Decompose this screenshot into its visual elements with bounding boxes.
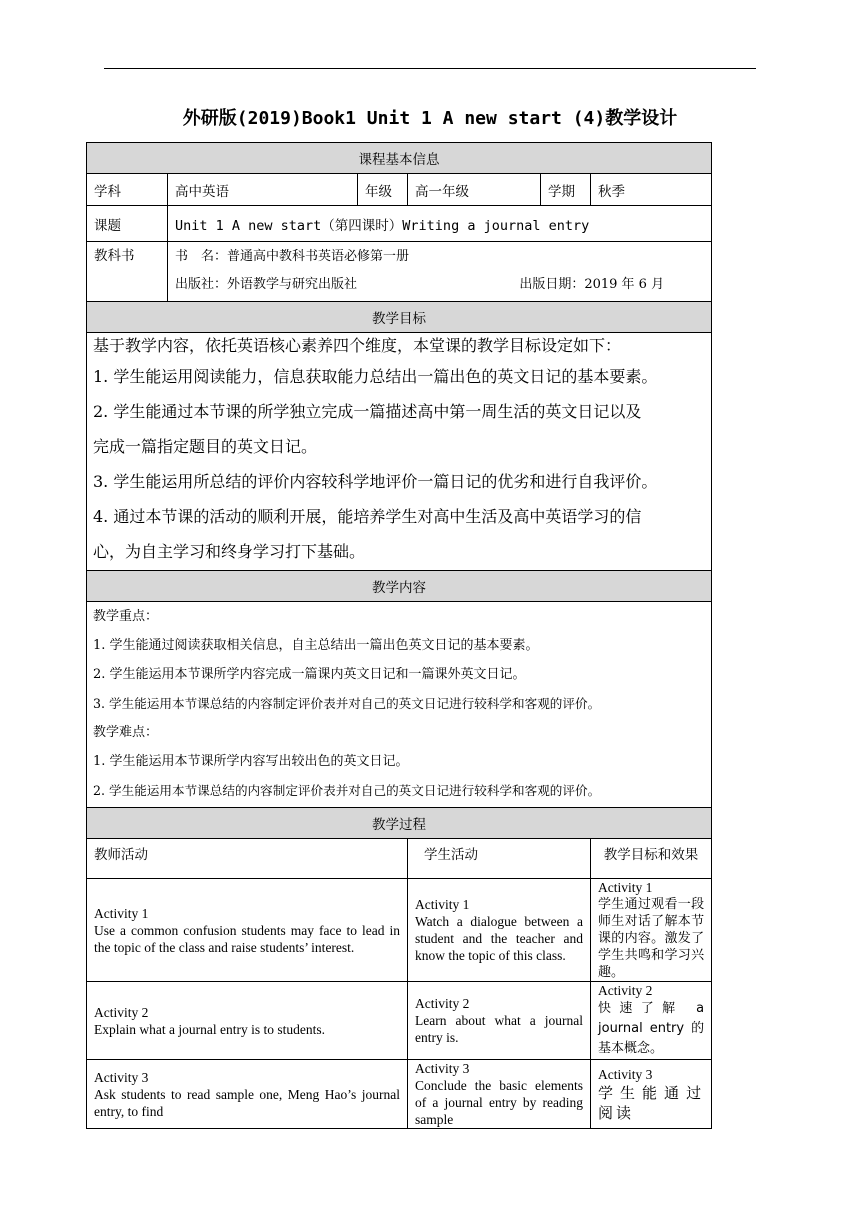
content-line: 1. 学生能运用本节课所学内容写出较出色的英文日记。 bbox=[93, 754, 409, 769]
content-line: 2. 学生能运用本节课总结的内容制定评价表并对自己的英文日记进行较科学和客观的评价。 bbox=[93, 783, 601, 798]
student-activity-cell bbox=[408, 879, 591, 982]
activity-title: Activity 2 bbox=[415, 996, 470, 1011]
objective-line: 4. 通过本节课的活动的顺利开展，能培养学生对高中生活及高中英语学习的信 bbox=[93, 507, 642, 526]
objective-line: 3. 学生能运用所总结的评价内容较科学地评价一篇日记的优劣和进行自我评价。 bbox=[93, 472, 658, 491]
topic-value: Unit 1 A new start（第四课时）Writing a journal entry bbox=[168, 206, 712, 242]
subject-value: 高中英语 bbox=[168, 174, 358, 206]
activity-title: Activity 2 bbox=[598, 983, 653, 998]
lesson-plan-table bbox=[86, 142, 712, 1129]
teacher-activity-cell bbox=[87, 982, 408, 1060]
teacher-activity-cell bbox=[87, 879, 408, 982]
book-name: 书 名：普通高中教科书英语必修第一册 bbox=[175, 249, 410, 264]
col-teacher-activity: 教师活动 bbox=[87, 839, 408, 879]
content-header: 教学内容 bbox=[87, 571, 712, 602]
objectives-body bbox=[87, 333, 712, 571]
activity-text: 快速了解 a journal entry 的基本概念。 bbox=[598, 1001, 705, 1056]
activity-text: Ask students to read sample one, Meng Hao’s journal entry, to find bbox=[94, 1086, 400, 1119]
goal-cell bbox=[591, 879, 712, 982]
activity-title: Activity 3 bbox=[415, 1061, 470, 1076]
textbook-label: 教科书 bbox=[87, 242, 168, 302]
document-title: 外研版(2019)Book1 Unit 1 A new start (4)教学设计 bbox=[182, 108, 678, 129]
objectives-header: 教学目标 bbox=[87, 302, 712, 333]
activity-title: Activity 2 bbox=[94, 1004, 149, 1020]
objective-line: 完成一篇指定题目的英文日记。 bbox=[93, 437, 318, 456]
process-header: 教学过程 bbox=[87, 808, 712, 839]
textbook-info bbox=[168, 242, 712, 302]
activity-text: Learn about what a journal entry is. bbox=[415, 1013, 583, 1045]
term-label: 学期 bbox=[541, 174, 591, 206]
activity-title: Activity 1 bbox=[598, 880, 653, 895]
content-line: 3. 学生能运用本节课总结的内容制定评价表并对自己的英文日记进行较科学和客观的评价。 bbox=[93, 696, 601, 711]
basic-info-header: 课程基本信息 bbox=[87, 143, 712, 174]
grade-label: 年级 bbox=[358, 174, 408, 206]
goal-cell bbox=[591, 1060, 712, 1129]
publisher-line bbox=[175, 270, 704, 299]
publisher: 出版社：外语教学与研究出版社 bbox=[175, 277, 358, 292]
content-line: 教学重点： bbox=[93, 609, 159, 624]
activity-text: 学生通过观看一段师生对话了解本节课的内容。激发了学生共鸣和学习兴趣。 bbox=[598, 897, 705, 980]
col-student-activity: 学生活动 bbox=[408, 839, 591, 879]
activity-title: Activity 1 bbox=[94, 905, 149, 921]
goal-cell bbox=[591, 982, 712, 1060]
objective-line: 2. 学生能通过本节课的所学独立完成一篇描述高中第一周生活的英文日记以及 bbox=[93, 402, 642, 421]
topic-label: 课题 bbox=[87, 206, 168, 242]
content-line: 2. 学生能运用本节课所学内容完成一篇课内英文日记和一篇课外英文日记。 bbox=[93, 667, 526, 682]
activity-title: Activity 3 bbox=[94, 1069, 149, 1085]
objective-line: 基于教学内容，依托英语核心素养四个维度，本堂课的教学目标设定如下： bbox=[93, 336, 622, 355]
term-value: 秋季 bbox=[591, 174, 712, 206]
header-rule bbox=[104, 68, 756, 69]
student-activity-cell bbox=[408, 982, 591, 1060]
teacher-activity-cell bbox=[87, 1060, 408, 1129]
col-goal-effect: 教学目标和效果 bbox=[591, 839, 712, 879]
activity-text: Explain what a journal entry is to students. bbox=[94, 1021, 325, 1037]
content-line: 1. 学生能通过阅读获取相关信息，自主总结出一篇出色英文日记的基本要素。 bbox=[93, 638, 539, 653]
student-activity-cell bbox=[408, 1060, 591, 1129]
grade-value: 高一年级 bbox=[408, 174, 541, 206]
objective-line: 1. 学生能运用阅读能力，信息获取能力总结出一篇出色的英文日记的基本要素。 bbox=[93, 367, 658, 386]
content-line: 教学难点： bbox=[93, 725, 159, 740]
activity-title: Activity 3 bbox=[598, 1066, 653, 1082]
content-body bbox=[87, 602, 712, 808]
activity-text: Use a common confusion students may face to lead in the topic of the class and raise students’ interest. bbox=[94, 922, 400, 955]
activity-text: Conclude the basic elements of a journal entry by reading sample bbox=[415, 1078, 583, 1127]
activity-text: 学生能通过阅读 bbox=[598, 1083, 705, 1122]
subject-label: 学科 bbox=[87, 174, 168, 206]
activity-title: Activity 1 bbox=[415, 897, 470, 912]
objective-line: 心，为自主学习和终身学习打下基础。 bbox=[93, 542, 366, 561]
activity-text: Watch a dialogue between a student and the teacher and know the topic of this class. bbox=[415, 914, 583, 963]
publish-date: 出版日期：2019 年 6 月 bbox=[519, 277, 665, 292]
